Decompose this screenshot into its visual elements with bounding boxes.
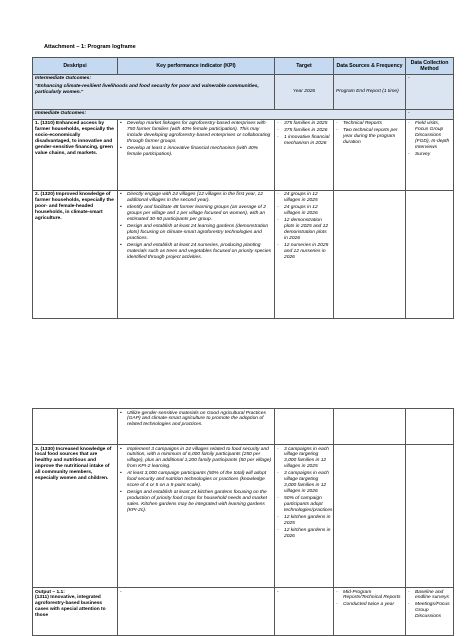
outcome-1310-kpi: [118, 119, 275, 190]
method-item: - Field visits, Focus Group Discussions (FGD), In-depth Interviews: [408, 121, 451, 151]
output-row-1311: [33, 588, 454, 636]
output-1311-kpi: -: [118, 588, 275, 636]
logframe-table-page1: [32, 57, 454, 319]
intermediate-outcome-text: "Enhancing climate-resilient livelihoods and food security for poor and vulnerable communities, particularly women.": [35, 84, 259, 96]
outcome-1310-target: [275, 119, 334, 190]
output-label: Output – 1.1:: [35, 589, 65, 595]
header-description: Deskripsi: [33, 58, 118, 75]
header-target: Target: [275, 58, 334, 75]
kpi-item: • Develop market linkages for agroforestry-based enterprises with 750 farmer families (with 40% female participation). This may include developing agroforestry-based enterprises or collaborating through farmer groups.: [120, 121, 272, 145]
outcome-1320-target: [275, 190, 334, 318]
intermediate-target: Year 2026: [275, 74, 334, 109]
intermediate-source: Program End Report (1 time): [334, 74, 406, 109]
continuation-sources: [334, 409, 406, 445]
outcome-row-1310: [33, 119, 454, 190]
target-item: - 375 families in 2025: [277, 121, 331, 127]
outcome-1330-method: [406, 445, 454, 588]
target-item: - 3 campaigns in each village targeting 3,000 families in 12 villages in 2026: [277, 471, 331, 495]
attachment-title: Attachment – 1: Program logframe: [44, 44, 136, 50]
output-1311-target: -: [275, 588, 334, 636]
output-1311-method: [406, 588, 454, 636]
outcome-1320-description: 2. (1320) Improved knowledge of farmer households, especially the poor- and female-headed households, in climate-smart agriculture.: [33, 190, 118, 318]
kpi-item: • Design and establish at least 24 nurseries, producing planting materials such as trees and vegetables focused on priority species identified through project activities.: [120, 243, 272, 261]
logframe-table-page2: [32, 408, 454, 636]
target-item: - 1 innovative financial mechanism in 2026: [277, 135, 331, 147]
target-item: - 3 campaigns in each village targeting 3,000 families in 12 villages in 2025: [277, 447, 331, 471]
continuation-method: [406, 409, 454, 445]
method-item: - Meetings/Focus Group Discussions: [408, 602, 451, 620]
immediate-outcome-label: Immediate Outcomes:: [33, 109, 406, 119]
outcome-1320-sources: [334, 190, 406, 318]
outcome-row-1320: [33, 190, 454, 318]
source-item: - Conducted twice a year: [336, 602, 403, 608]
outcome-1330-description: 3. (1330) Increased knowledge of local food sources that are healthy and nutritious and improve the nutritional intake of all community members, especially women and children.: [33, 445, 118, 588]
source-item: - Mid-Program Reports/Technical Reports: [336, 590, 403, 602]
target-item: - 375 families in 2026: [277, 128, 331, 134]
target-item: - 12 kitchen gardens in 2025: [277, 515, 331, 527]
output-1311-description: [33, 588, 118, 636]
kpi-item: • Develop at least 1 innovative financial mechanism (with 40% female participation).: [120, 146, 272, 158]
kpi-item: • Directly engage with 24 villages (12 villages in the first year, 12 additional villages in the second year).: [120, 192, 272, 204]
outcome-1310-description: 1. (1310) Enhanced access by farmer households, especially the socio-economically disadvantaged, to innovative and gender-sensitive financing, green value chains, and markets.: [33, 119, 118, 190]
header-row: [33, 58, 454, 75]
header-kpi: Key performance indicator (KPI): [118, 58, 275, 75]
target-item: - 12 demonstration plots in 2025 and 12 demonstration plots in 2026: [277, 218, 331, 242]
kpi-item: • Utilize gender-sensitive materials on Good Agricultural Practices (GAP) and climate-smart agriculture to promote the adoption of related technologies and practices.: [120, 411, 272, 429]
output-1311-sources: [334, 588, 406, 636]
output-text: (1311) Innovative, integrated agroforestry-based business cases with special attention to those: [35, 595, 106, 619]
kpi-item: • Identify and facilitate 48 farmer learning groups (an average of 2 groups per village and 1 per village focused on women), with an estimated 30-50 participants per group.: [120, 205, 272, 223]
outcome-1320-method: [406, 190, 454, 318]
target-item: - 12 nurseries in 2025 and 12 nurseries in 2026: [277, 243, 331, 261]
target-item: - 12 kitchen gardens in 2026: [277, 528, 331, 540]
kpi-item: • At least 3,000 campaign participants (50% of the total) will adopt food security and nutrition technologies or practices (knowledge score of 4 or 5 on a 5-point scale).: [120, 471, 272, 489]
source-item: - Technical Reports: [336, 121, 403, 127]
outcome-1320-kpi: [118, 190, 275, 318]
outcome-row-1330: [33, 445, 454, 588]
kpi-item: • Design and establish at least 24 kitchen gardens focusing on the production of priority food crops for household needs and market sales. Kitchen gardens may be integrated with learning gardens (KPI-2c).: [120, 490, 272, 514]
method-item: - Survey: [408, 152, 451, 158]
intermediate-outcome-row: [33, 74, 454, 109]
continuation-row: [33, 409, 454, 445]
source-item: - Two technical reports per year during the program duration: [336, 128, 403, 146]
continuation-description: [33, 409, 118, 445]
kpi-item: • Implement 3 campaigns in 24 villages related to food security and nutrition, with a minimum of 6,000 family participants (250 per village), plus an additional 1,200 family participants (50 per village) from KPI-2 learning.: [120, 447, 272, 471]
header-method: Data Collection Method: [406, 58, 454, 75]
continuation-kpi: [118, 409, 275, 445]
header-sources: Data Sources & Frequency: [334, 58, 406, 75]
immediate-outcome-row: [33, 109, 454, 119]
outcome-1330-kpi: [118, 445, 275, 588]
outcome-1310-method: [406, 119, 454, 190]
outcome-1330-sources: [334, 445, 406, 588]
target-item: - 24 groups in 12 villages in 2025: [277, 192, 331, 204]
target-item: - 24 groups in 12 villages in 2026: [277, 205, 331, 217]
continuation-target: [275, 409, 334, 445]
immediate-method: -: [406, 109, 454, 119]
method-item: - Baseline and endline surveys: [408, 590, 451, 602]
outcome-1310-sources: [334, 119, 406, 190]
intermediate-outcome-cell: [33, 74, 275, 109]
intermediate-outcome-label: Intermediate Outcomes:: [35, 76, 91, 82]
kpi-item: • Design and establish at least 24 learning gardens (demonstration plots) focusing on climate-smart agroforestry technologies and practices.: [120, 224, 272, 242]
target-item: - 50% of campaign participants adopt technologies/practices: [277, 496, 331, 514]
intermediate-method: -: [406, 74, 454, 109]
outcome-1330-target: [275, 445, 334, 588]
